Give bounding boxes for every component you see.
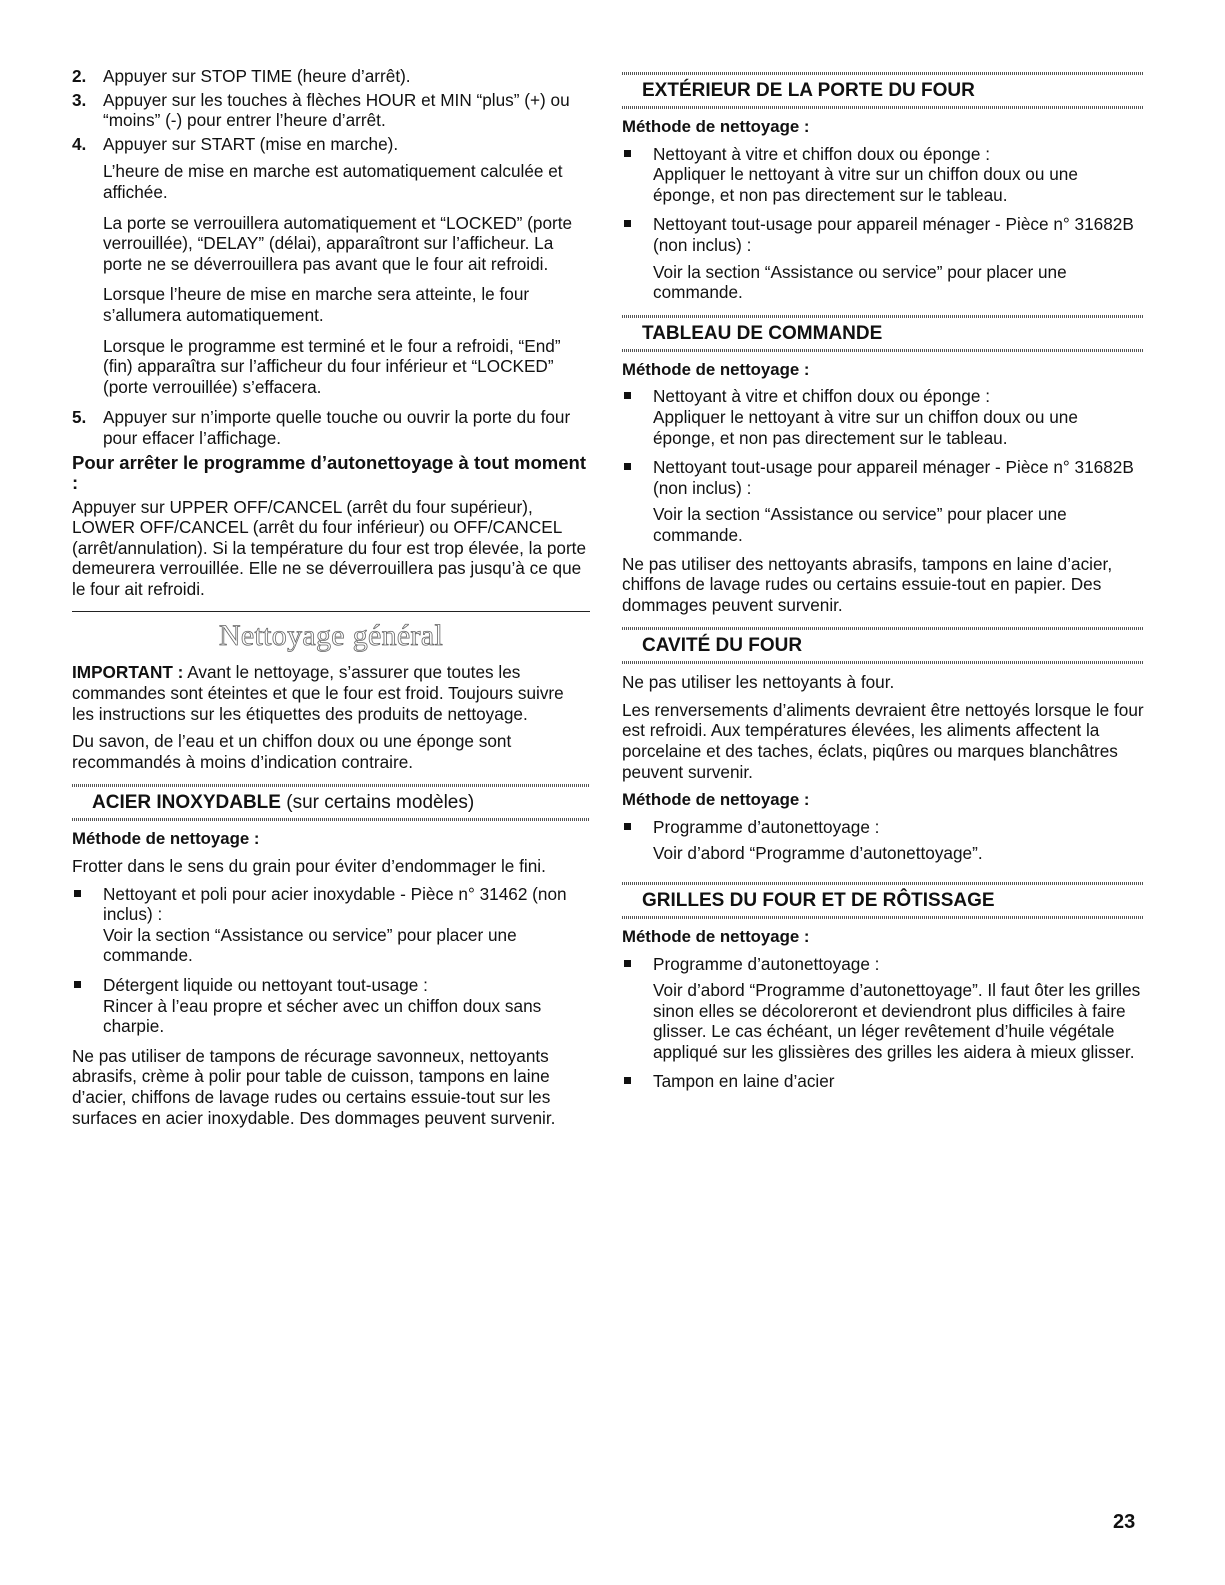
steel-header: ACIER INOXYDABLE (sur certains modèles) [72,784,590,821]
step-5: 5. Appuyer sur n’importe quelle touche ou ouvrir la porte du four pour effacer l’affichage. [72,407,571,448]
left-column [72,66,590,1135]
bullet-item: Nettoyant à vitre et chiffon doux ou éponge : Appliquer le nettoyant à vitre sur un chiffon doux ou une éponge, et non pas directement sur le tableau. [622,144,1144,206]
hatch-rule [622,661,1144,664]
bullet-icon [624,392,631,399]
right-column [622,66,1144,1096]
bullet-item: Nettoyant tout-usage pour appareil ménager - Pièce n° 31682B (non inclus) : Voir la section “Assistance ou service” pour placer une commande. [622,214,1144,302]
bullet-icon [624,150,631,157]
panel-warning: Ne pas utiliser des nettoyants abrasifs, tampons en laine d’acier, chiffons de lavage rudes ou certains essuie-tout en papier. Des dommages peuvent survenir. [622,553,1113,615]
bullet-icon [74,981,81,988]
section-divider [72,611,590,612]
steel-warning: Ne pas utiliser de tampons de récurage savonneux, nettoyants abrasifs, crème à polir pour table de cuisson, tampons en laine d’acier, chiffons de lavage rudes ou certains essuie-tout sur les surfaces en acier inoxydable. Des dommages peuvent survenir. [72,1045,556,1128]
steel-intro: Frotter dans le sens du grain pour éviter d’endommager le fini. [72,856,546,877]
hatch-rule [622,916,1144,919]
step-2: 2. Appuyer sur STOP TIME (heure d’arrêt). [72,66,411,86]
panel-header: TABLEAU DE COMMANDE [622,315,1144,352]
soap-note: Du savon, de l’eau et un chiffon doux ou une éponge sont recommandés à moins d’indication contraire. [72,731,512,772]
bullet-item: Programme d’autonettoyage : Voir d’abord “Programme d’autonettoyage”. [622,817,1144,864]
door-header: EXTÉRIEUR DE LA PORTE DU FOUR [622,72,1144,109]
important-note: IMPORTANT : Avant le nettoyage, s’assurer que toutes les commandes sont éteintes et que le four est froid. Toujours suivre les instructions sur les étiquettes des produits de nettoyage. [72,662,564,724]
method-label: Méthode de nettoyage : [622,117,810,136]
bullet-icon [624,463,631,470]
racks-header: GRILLES DU FOUR ET DE RÔTISSAGE [622,882,1144,919]
step-4-para-1: L’heure de mise en marche est automatiquement calculée et affichée. [103,161,563,202]
hatch-rule [72,818,590,821]
bullet-icon [74,890,81,897]
method-label: Méthode de nettoyage : [622,790,810,810]
step-4: 4. Appuyer sur START (mise en marche). [72,133,399,154]
stop-text: Appuyer sur UPPER OFF/CANCEL (arrêt du four supérieur), LOWER OFF/CANCEL (arrêt du four inférieur) ou OFF/CANCEL (arrêt/annulation). Si la température du four est trop élevée, la porte demeurera verrouillée. Elle ne se déverrouillera pas jusqu’à ce que le four ait refroidi. [72,496,586,599]
bullet-item: Nettoyant et poli pour acier inoxydable - Pièce n° 31462 (non inclus) : Voir la section “Assistance ou service” pour placer une commande. [72,884,590,966]
bullet-item: Nettoyant à vitre et chiffon doux ou éponge : Appliquer le nettoyant à vitre sur un chiffon doux ou une éponge, et non pas directement sur le tableau. [622,386,1144,448]
step-4-para-4: Lorsque le programme est terminé et le four a refroidi, “End” (fin) apparaîtra sur l’afficheur du four inférieur et “LOCKED” (porte verrouillée) s’effacera. [103,335,561,397]
method-label: Méthode de nettoyage : [72,829,260,849]
method-label: Méthode de nettoyage : [622,359,810,379]
step-4-para-3: Lorsque l’heure de mise en marche sera atteinte, le four s’allumera automatiquement. [103,284,530,325]
stop-heading: Pour arrêter le programme d’autonettoyage à tout moment : [72,451,586,493]
bullet-icon [624,1077,631,1084]
bullet-item: Programme d’autonettoyage : Voir d’abord “Programme d’autonettoyage”. Il faut ôter les grilles sinon elles se décoloreront et deviendront plus difficiles à faire glisser. Le cas échéant, un léger revêtement d’huile végétale appliqué sur les glissières des grilles les aidera à mieux glisser. [622,954,1144,1063]
method-label: Méthode de nettoyage : [622,927,810,947]
bullet-icon [624,960,631,967]
bullet-icon [624,220,631,227]
hatch-rule [622,106,1144,109]
bullet-item: Détergent liquide ou nettoyant tout-usage : Rincer à l’eau propre et sécher avec un chiffon doux sans charpie. [72,975,590,1037]
bullet-item: Nettoyant tout-usage pour appareil ménager - Pièce n° 31682B (non inclus) : Voir la section “Assistance ou service” pour placer une commande. [622,457,1144,545]
cavity-para-1: Ne pas utiliser les nettoyants à four. [622,672,895,693]
step-4-para-2: La porte se verrouillera automatiquement et “LOCKED” (porte verrouillée), “DELAY” (délai), apparaîtront sur l’afficheur. La porte ne se déverrouillera pas avant que le four ait refroidi. [103,212,573,274]
page-number: 23 [1113,1511,1136,1533]
cavity-para-2: Les renversements d’aliments devraient être nettoyés lorsque le four est refroidi. Aux températures élevées, les aliments affectent la porcelaine et des taches, éclats, piqûres ou marques blanchâtres peuvent survenir. [622,699,1144,782]
cavity-header: CAVITÉ DU FOUR [622,627,1144,664]
bullet-icon [624,823,631,830]
section-title: Nettoyage général [218,619,444,653]
bullet-item: Tampon en laine d’acier [622,1071,1144,1092]
hatch-rule [622,349,1144,352]
step-3: 3. Appuyer sur les touches à flèches HOUR et MIN “plus” (+) ou “moins” (-) pour entrer l’heure d’arrêt. [72,89,570,131]
